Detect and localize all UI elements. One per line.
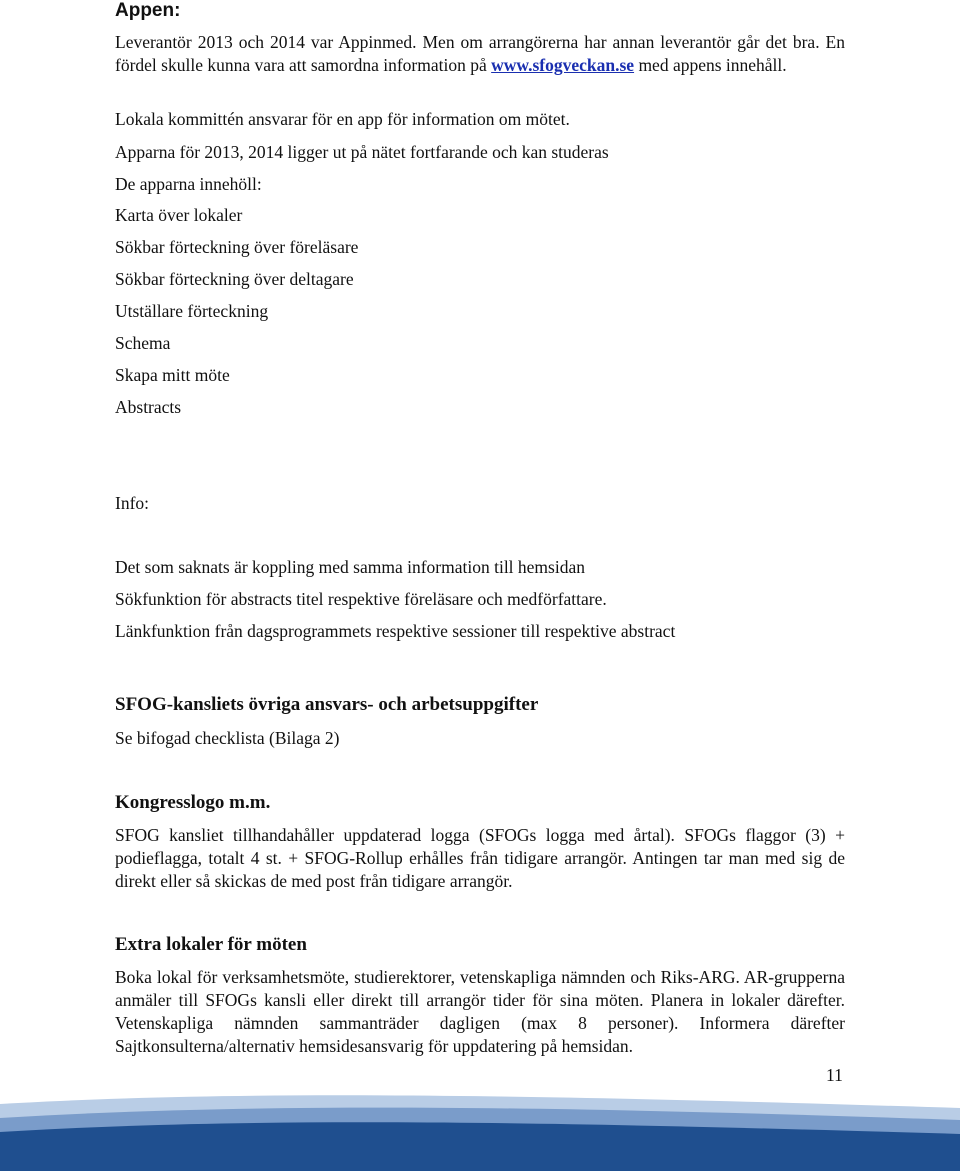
info-item: Länkfunktion från dagsprogrammets respektive sessioner till respektive abstract [115,621,676,641]
footer-wave-decoration [0,1088,960,1171]
contents-item: Skapa mitt möte [115,365,230,385]
contents-item: Sökbar förteckning över föreläsare [115,237,359,257]
appen-text-before-link: Leverantör 2013 och 2014 var Appinmed. Men om arrangörerna har annan leverantör går det bra. En fördel skulle kunna vara att samordna information på [115,32,845,75]
contents-item: Karta över lokaler [115,205,243,225]
info-label: Info: [115,493,150,513]
appen-paragraph [115,31,845,77]
info-item: Sökfunktion för abstracts titel respektive föreläsare och medförfattare. [115,589,607,609]
logo-paragraph: SFOG kansliet tillhandahåller uppdaterad logga (SFOGs logga med årtal). SFOGs flaggor (3) + podieflagga, totalt 4 st. + SFOG-Rollup erhålles från tidigare arrangör. Antingen tar man med sig de direkt eller så skickas de med post från tidigare arrangör. [115,825,845,891]
appen-text-after-link: med appens innehåll. [634,55,787,75]
kansliet-heading: SFOG-kansliets övriga ansvars- och arbetsuppgifter [115,694,539,715]
kommitten-line: Lokala kommittén ansvarar för en app för information om mötet. [115,109,570,129]
info-item: Det som saknats är koppling med samma information till hemsidan [115,557,585,577]
contents-item: Sökbar förteckning över deltagare [115,269,354,289]
page-number: 11 [826,1065,843,1085]
contents-item: Schema [115,333,171,353]
lokaler-paragraph: Boka lokal för verksamhetsmöte, studierektorer, vetenskapliga nämnden och Riks-ARG. AR-grupperna anmäler till SFOGs kansli eller direkt till arrangör tider för sina möten. Planera in lokaler därefter. Vetenskapliga nämnden sammanträder dagligen (max 8 personer). Informera därefter Sajtkonsulterna/alternativ hemsidesansvarig för uppdatering på hemsidan. [115,967,845,1056]
apparna-line: Apparna för 2013, 2014 ligger ut på nätet fortfarande och kan studeras [115,142,609,162]
sfogveckan-link[interactable]: www.sfogveckan.se [491,55,635,75]
kansliet-text: Se bifogad checklista (Bilaga 2) [115,728,340,748]
lokaler-heading: Extra lokaler för möten [115,934,307,955]
contents-item: Abstracts [115,397,182,417]
contents-item: Utställare förteckning [115,301,269,321]
appen-heading: Appen: [115,0,181,21]
logo-heading: Kongresslogo m.m. [115,792,271,813]
contents-intro: De apparna innehöll: [115,174,262,194]
